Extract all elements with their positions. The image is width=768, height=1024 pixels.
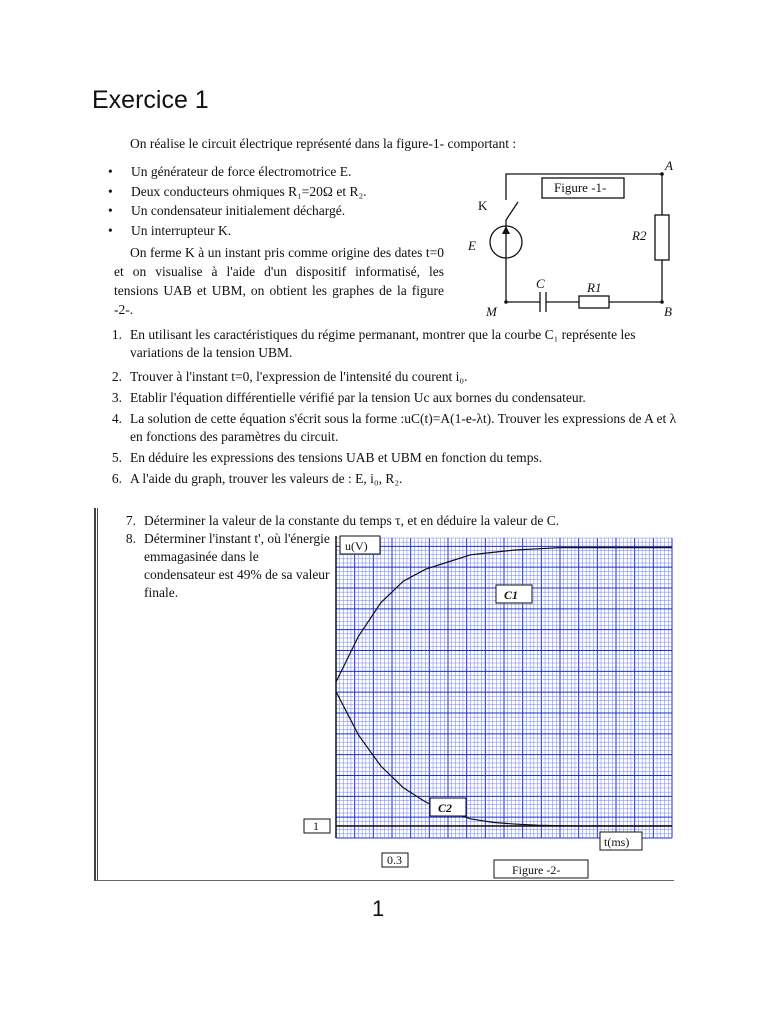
question-number: 2. [111, 369, 122, 384]
question-item [86, 389, 686, 407]
question-number: 3. [111, 390, 122, 405]
node-b-label: B [664, 304, 672, 319]
c2-label: C2 [438, 801, 453, 815]
setup-paragraph [114, 243, 444, 319]
question-text: Trouver à l'instant t=0, l'expression de l'intensité du courent i₀. [130, 369, 468, 384]
switch-k-symbol [506, 202, 518, 220]
question-text: Déterminer la valeur de la constante du temps τ, et en déduire la valeur de C. [144, 513, 560, 528]
graph-grid [336, 538, 672, 838]
question-text: En utilisant les caractéristiques du régime permanant, montrer que la courbe C₁ représente les variations de la tension UBM. [130, 327, 636, 360]
voltage-graph [300, 530, 680, 880]
question-item [86, 449, 686, 467]
intro-text: On réalise le circuit électrique représenté dans la figure-1- comportant : [130, 136, 517, 151]
resistor-r1-label: R1 [587, 280, 602, 295]
wire-left-bottom [506, 258, 540, 302]
question-number: 6. [111, 471, 122, 486]
materials-item: • Un générateur de force électromotrice E. [104, 162, 367, 182]
question-number: 4. [111, 411, 122, 426]
figure2-frame-inner-line [97, 508, 98, 880]
materials-item: • Deux conducteurs ohmiques R₁=20Ω et R₂. [104, 182, 367, 202]
y-axis-label: u(V) [345, 539, 368, 553]
generator-e-label: E [468, 238, 476, 253]
question-number: 7. [125, 513, 136, 528]
circuit-figure [462, 160, 682, 320]
exercise-title: Exercice 1 [92, 86, 209, 114]
c1-label: C1 [504, 588, 519, 602]
question-text: A l'aide du graph, trouver les valeurs de : E, i₀, R₂. [130, 471, 403, 486]
question-text: La solution de cette équation s'écrit sous la forme :uC(t)=A(1-e-λt). Trouver les expressions de A et λ en fonctions des paramètres du circuit. [130, 411, 677, 444]
question-text: Etablir l'équation différentielle vérifié par la tension Uc aux bornes du condensateur. [130, 390, 586, 405]
switch-k-label: K [478, 198, 488, 213]
question-item [86, 326, 686, 362]
y-unit-label: 1 [313, 819, 319, 833]
wire-right [609, 260, 662, 302]
question-item-8 [100, 530, 330, 602]
figure2-label: Figure -2- [512, 863, 561, 877]
node-a-label: A [665, 160, 673, 173]
materials-list [104, 162, 367, 240]
question-item [86, 410, 686, 446]
question-text: En déduire les expressions des tensions UAB et UBM en fonction du temps. [130, 450, 543, 465]
question-number: 1. [111, 327, 122, 342]
x-axis-label: t(ms) [604, 835, 630, 849]
setup-text: On ferme K à un instant pris comme origine des dates t=0 et on visualise à l'aide d'un dispositif informatisé, les tensions UAB et UBM, on obtient les graphes de la figure -2-. [114, 245, 444, 317]
resistor-r1-symbol [579, 296, 609, 308]
materials-item: • Un interrupteur K. [104, 221, 367, 241]
materials-item: • Un condensateur initialement déchargé. [104, 201, 367, 221]
node-m-label: M [486, 304, 497, 319]
question-item-7 [100, 512, 670, 530]
question-item [86, 470, 686, 488]
x-unit-label: 0.3 [387, 853, 402, 867]
question-text: Déterminer l'instant t', où l'énergie emmagasinée dans le condensateur est 49% de sa valeur finale. [144, 531, 330, 600]
page-number: 1 [372, 896, 385, 921]
resistor-r2-symbol [655, 215, 669, 260]
question-number: 5. [111, 450, 122, 465]
figure1-label: Figure -1- [554, 180, 607, 195]
capacitor-c-label: C [536, 276, 545, 291]
resistor-r2-label: R2 [632, 228, 647, 243]
question-number: 8. [125, 531, 136, 546]
question-item [86, 368, 686, 386]
question-list [86, 326, 686, 491]
